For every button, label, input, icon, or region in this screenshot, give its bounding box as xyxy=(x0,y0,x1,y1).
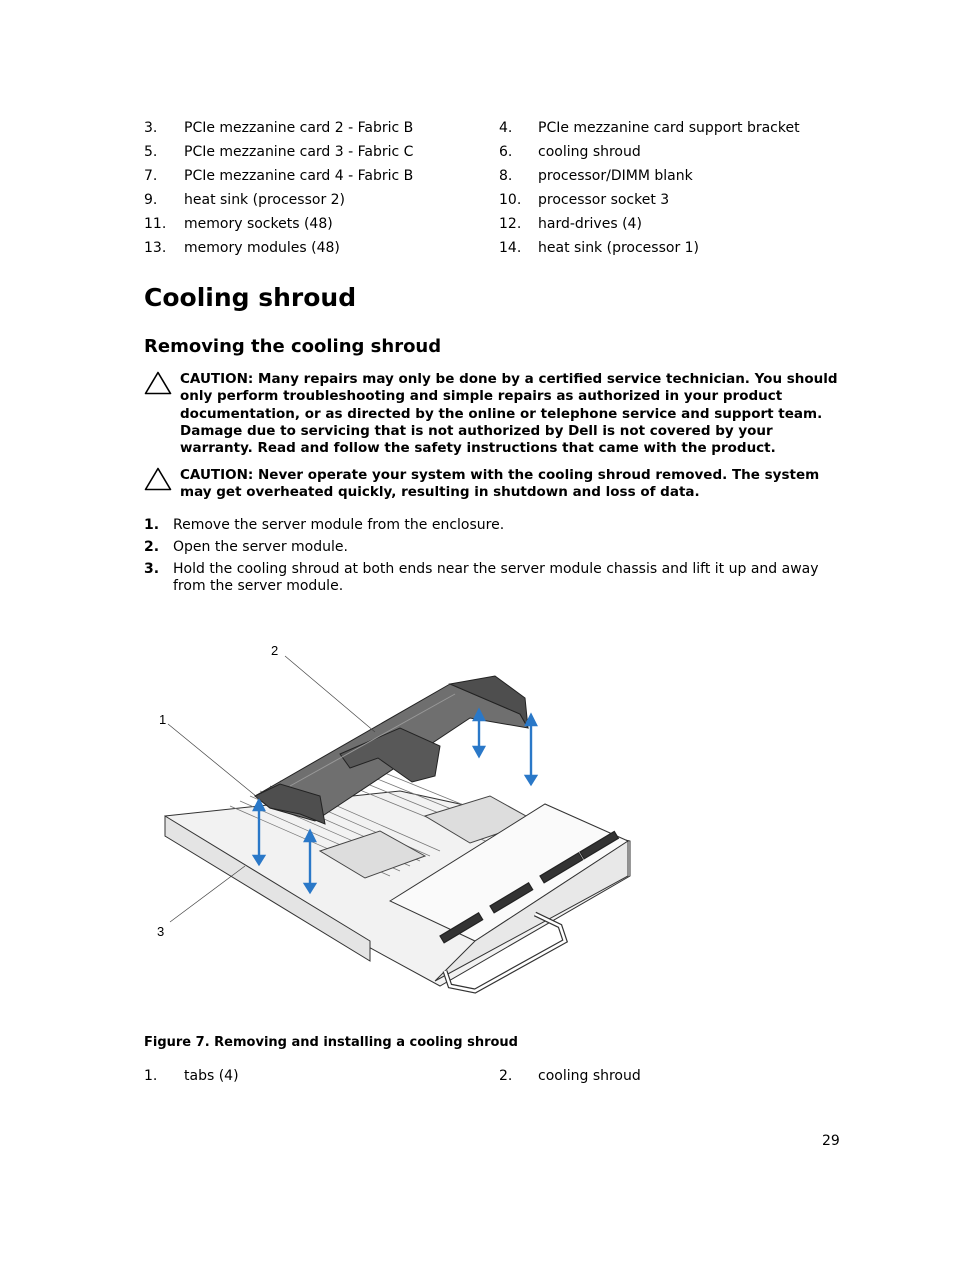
legend-number: 10. xyxy=(499,192,522,208)
legend-text: PCIe mezzanine card support bracket xyxy=(538,120,800,136)
legend-number: 3. xyxy=(144,120,158,136)
page-number: 29 xyxy=(822,1133,840,1149)
callout-3: 3 xyxy=(157,924,165,939)
legend-text: processor/DIMM blank xyxy=(538,168,693,184)
legend-row xyxy=(144,192,844,216)
step-item xyxy=(144,539,844,556)
legend-text: cooling shroud xyxy=(538,144,641,160)
legend-text: cooling shroud xyxy=(538,1068,641,1084)
step-item xyxy=(144,517,844,534)
caution-notice xyxy=(144,371,844,461)
caution-text: CAUTION: Many repairs may only be done by a certified service technician. You should only perform troubleshooting and simple repairs as authorized in your product documentation, or as directed by the online or telephone service and support team. Damage due to servicing that is not authorized by Dell is not covered by your warranty. Read and follow the safety instructions that came with the product. xyxy=(180,371,838,457)
legend-number: 4. xyxy=(499,120,513,136)
legend-text: hard-drives (4) xyxy=(538,216,642,232)
cooling-shroud-removal-illustration xyxy=(150,636,650,1016)
legend-text: memory sockets (48) xyxy=(184,216,333,232)
legend-row xyxy=(144,1068,844,1092)
legend-row xyxy=(144,240,844,264)
legend-number: 1. xyxy=(144,1068,158,1084)
legend-text: heat sink (processor 1) xyxy=(538,240,700,256)
subsection-title: Removing the cooling shroud xyxy=(144,336,442,357)
legend-number: 2. xyxy=(499,1068,513,1084)
top-legend xyxy=(144,120,844,264)
legend-text: PCIe mezzanine card 2 - Fabric B xyxy=(184,120,414,136)
legend-row xyxy=(144,120,844,144)
step-item xyxy=(144,561,844,596)
figure-legend xyxy=(144,1068,844,1092)
legend-text: heat sink (processor 2) xyxy=(184,192,346,208)
legend-row xyxy=(144,168,844,192)
legend-number: 12. xyxy=(499,216,522,232)
step-text: Hold the cooling shroud at both ends near the server module chassis and lift it up and away from the server module. xyxy=(173,560,819,594)
step-number: 3. xyxy=(144,560,160,577)
legend-number: 13. xyxy=(144,240,167,256)
legend-number: 9. xyxy=(144,192,158,208)
caution-triangle-icon xyxy=(144,467,172,491)
caution-text: CAUTION: Never operate your system with the cooling shroud removed. The system may get overheated quickly, resulting in shutdown and loss of data. xyxy=(180,467,820,501)
step-number: 2. xyxy=(144,538,160,555)
legend-number: 14. xyxy=(499,240,522,256)
legend-text: PCIe mezzanine card 3 - Fabric C xyxy=(184,144,414,160)
legend-text: PCIe mezzanine card 4 - Fabric B xyxy=(184,168,414,184)
callout-2: 2 xyxy=(271,643,279,658)
legend-text: processor socket 3 xyxy=(538,192,670,208)
legend-text: memory modules (48) xyxy=(184,240,340,256)
figure-caption: Figure 7. Removing and installing a cooling shroud xyxy=(144,1035,518,1050)
section-title: Cooling shroud xyxy=(144,283,357,312)
legend-number: 8. xyxy=(499,168,513,184)
legend-row xyxy=(144,216,844,240)
caution-triangle-icon xyxy=(144,371,172,395)
legend-number: 11. xyxy=(144,216,167,232)
legend-number: 7. xyxy=(144,168,158,184)
callout-1: 1 xyxy=(159,712,167,727)
caution-notice xyxy=(144,467,844,507)
step-text: Open the server module. xyxy=(173,538,348,555)
legend-row xyxy=(144,144,844,168)
legend-number: 5. xyxy=(144,144,158,160)
procedure-steps xyxy=(144,517,844,600)
step-number: 1. xyxy=(144,517,160,533)
legend-text: tabs (4) xyxy=(184,1068,239,1084)
step-text: Remove the server module from the enclosure. xyxy=(173,517,505,533)
legend-number: 6. xyxy=(499,144,513,160)
